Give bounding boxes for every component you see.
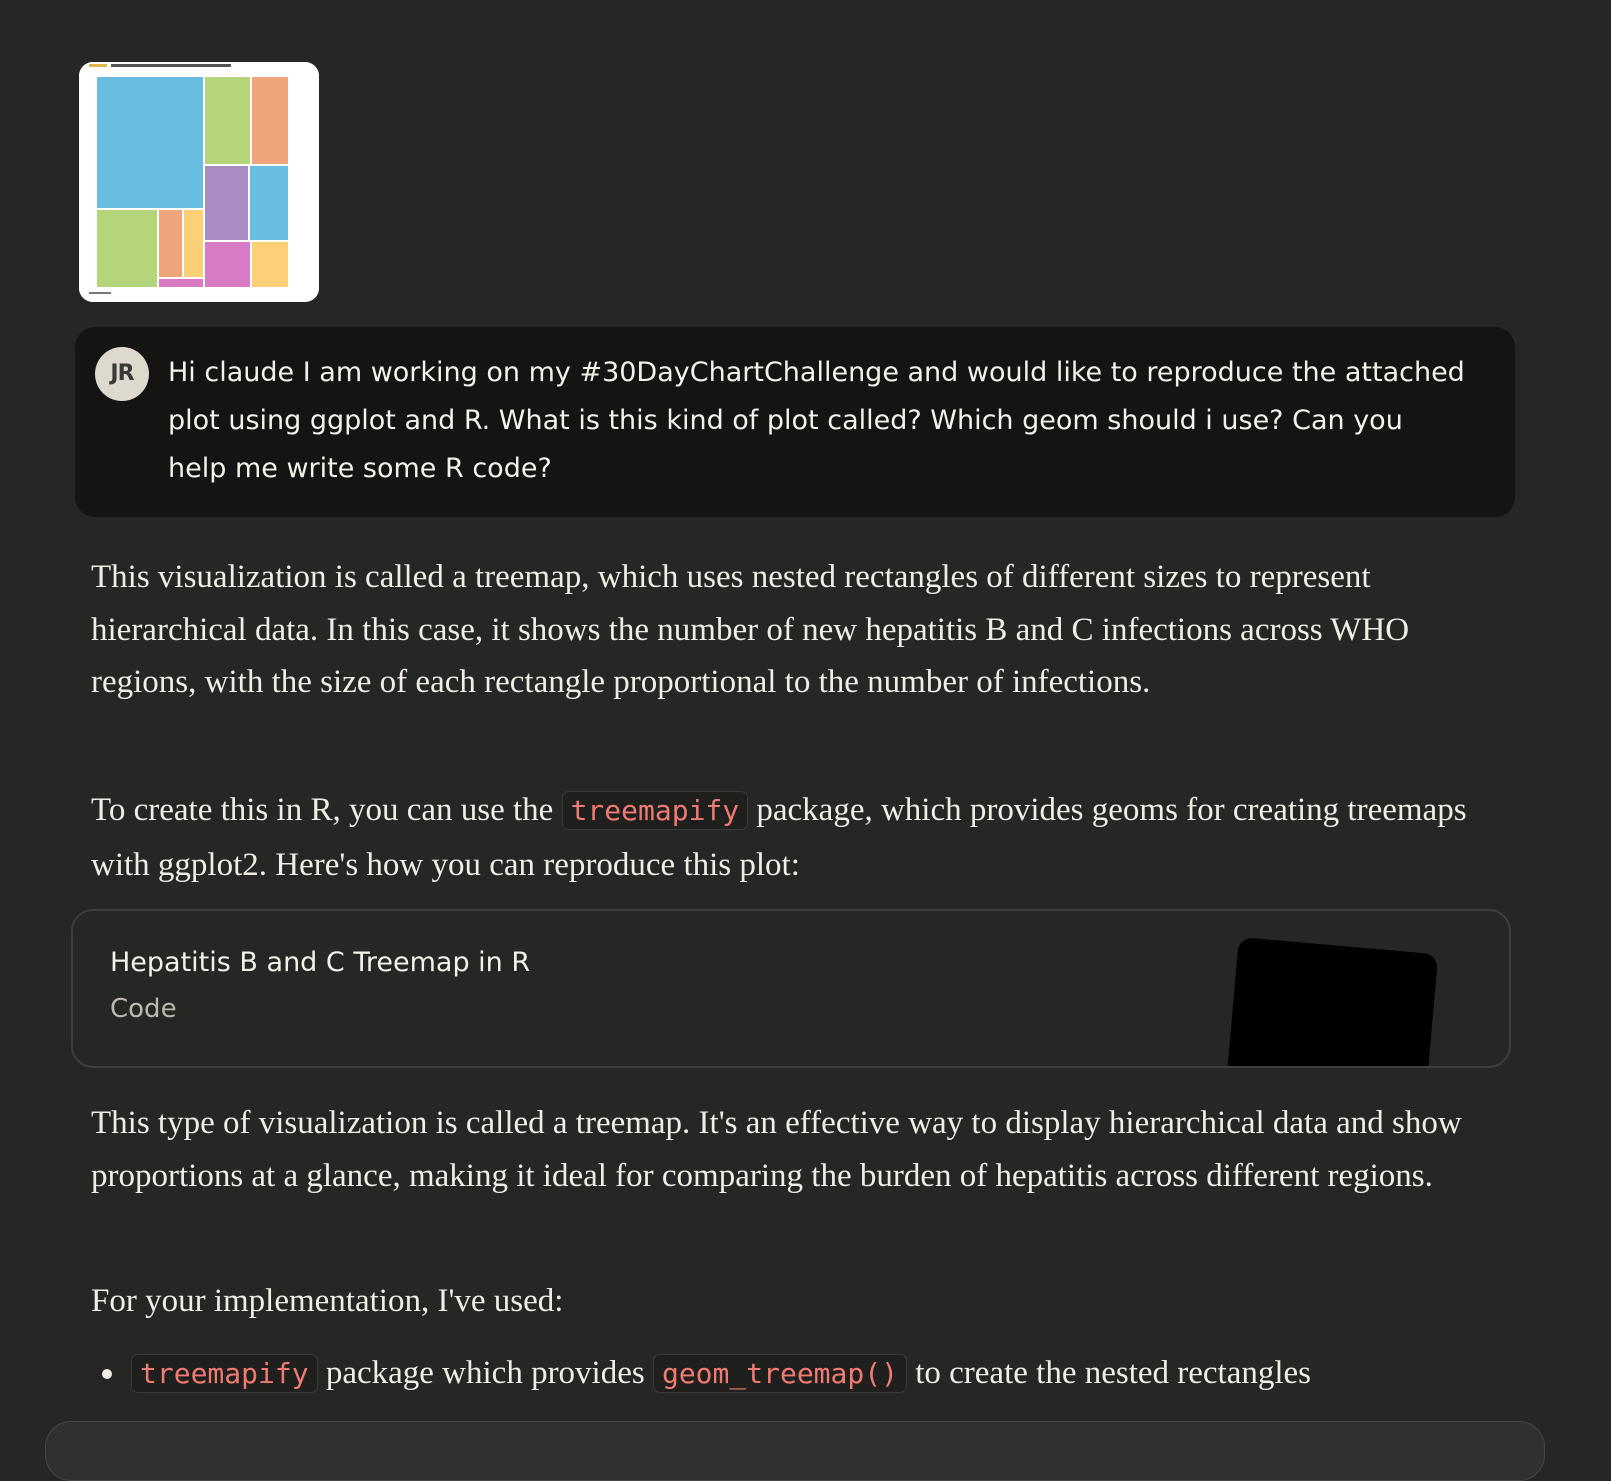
- response-paragraph-1: This visualization is called a treemap, which uses nested rectangles of different sizes to represent hierarchical data. In this case, it shows the number of new hepatitis B and C infections across WHO regions, with the size of each rectangle proportional to the number of infections.: [91, 559, 1410, 700]
- inline-code: treemapify: [562, 791, 749, 830]
- artifact-type-label: Code: [110, 994, 177, 1024]
- user-message-text: Hi claude I am working on my #30DayChartChallenge and would like to reproduce the attached plot using ggplot and R. What is this kind of plot called? Which geom should i use? Can you help me write some R code?: [168, 357, 1465, 484]
- response-text: To create this in R, you can use the: [91, 792, 562, 828]
- artifact-title: Hepatitis B and C Treemap in R: [110, 947, 531, 978]
- implementation-list: [91, 1347, 1491, 1400]
- user-avatar[interactable]: JR: [95, 347, 149, 401]
- response-text: package, which provides geoms for creating treemaps with ggplot2. Here's how you can reproduce this plot:: [91, 792, 1467, 883]
- treemap-tile: [252, 77, 288, 164]
- treemap-tile: [97, 77, 203, 208]
- treemap-tile: [205, 242, 250, 287]
- code-artifact-card[interactable]: [71, 909, 1511, 1068]
- list-item: [91, 1347, 1491, 1400]
- attachment-thumbnail[interactable]: [79, 62, 319, 302]
- inline-code: treemapify: [131, 1354, 318, 1393]
- treemap-tile: [184, 210, 203, 277]
- treemap-thumbnail-image: [79, 62, 319, 302]
- artifact-preview: [1225, 937, 1438, 1068]
- treemap-tile: [252, 242, 288, 287]
- treemap-tile: [97, 210, 157, 287]
- user-message: [75, 327, 1515, 517]
- treemap-tile: [159, 210, 182, 277]
- inline-code: geom_treemap(): [653, 1354, 907, 1393]
- treemap-tile: [205, 166, 248, 240]
- message-input-box[interactable]: [45, 1421, 1545, 1481]
- list-item-text: to create the nested rectangles: [906, 1355, 1312, 1391]
- list-item-text: package which provides: [317, 1355, 653, 1391]
- response-paragraph-3: This type of visualization is called a treemap. It's an effective way to display hierarchical data and show proportions at a glance, making it ideal for comparing the burden of hepatitis across different regions.: [91, 1105, 1462, 1194]
- response-paragraph-2: [91, 783, 1471, 892]
- treemap-tile: [205, 77, 250, 164]
- treemap-tile: [250, 166, 288, 240]
- response-paragraph-4: For your implementation, I've used:: [91, 1283, 564, 1319]
